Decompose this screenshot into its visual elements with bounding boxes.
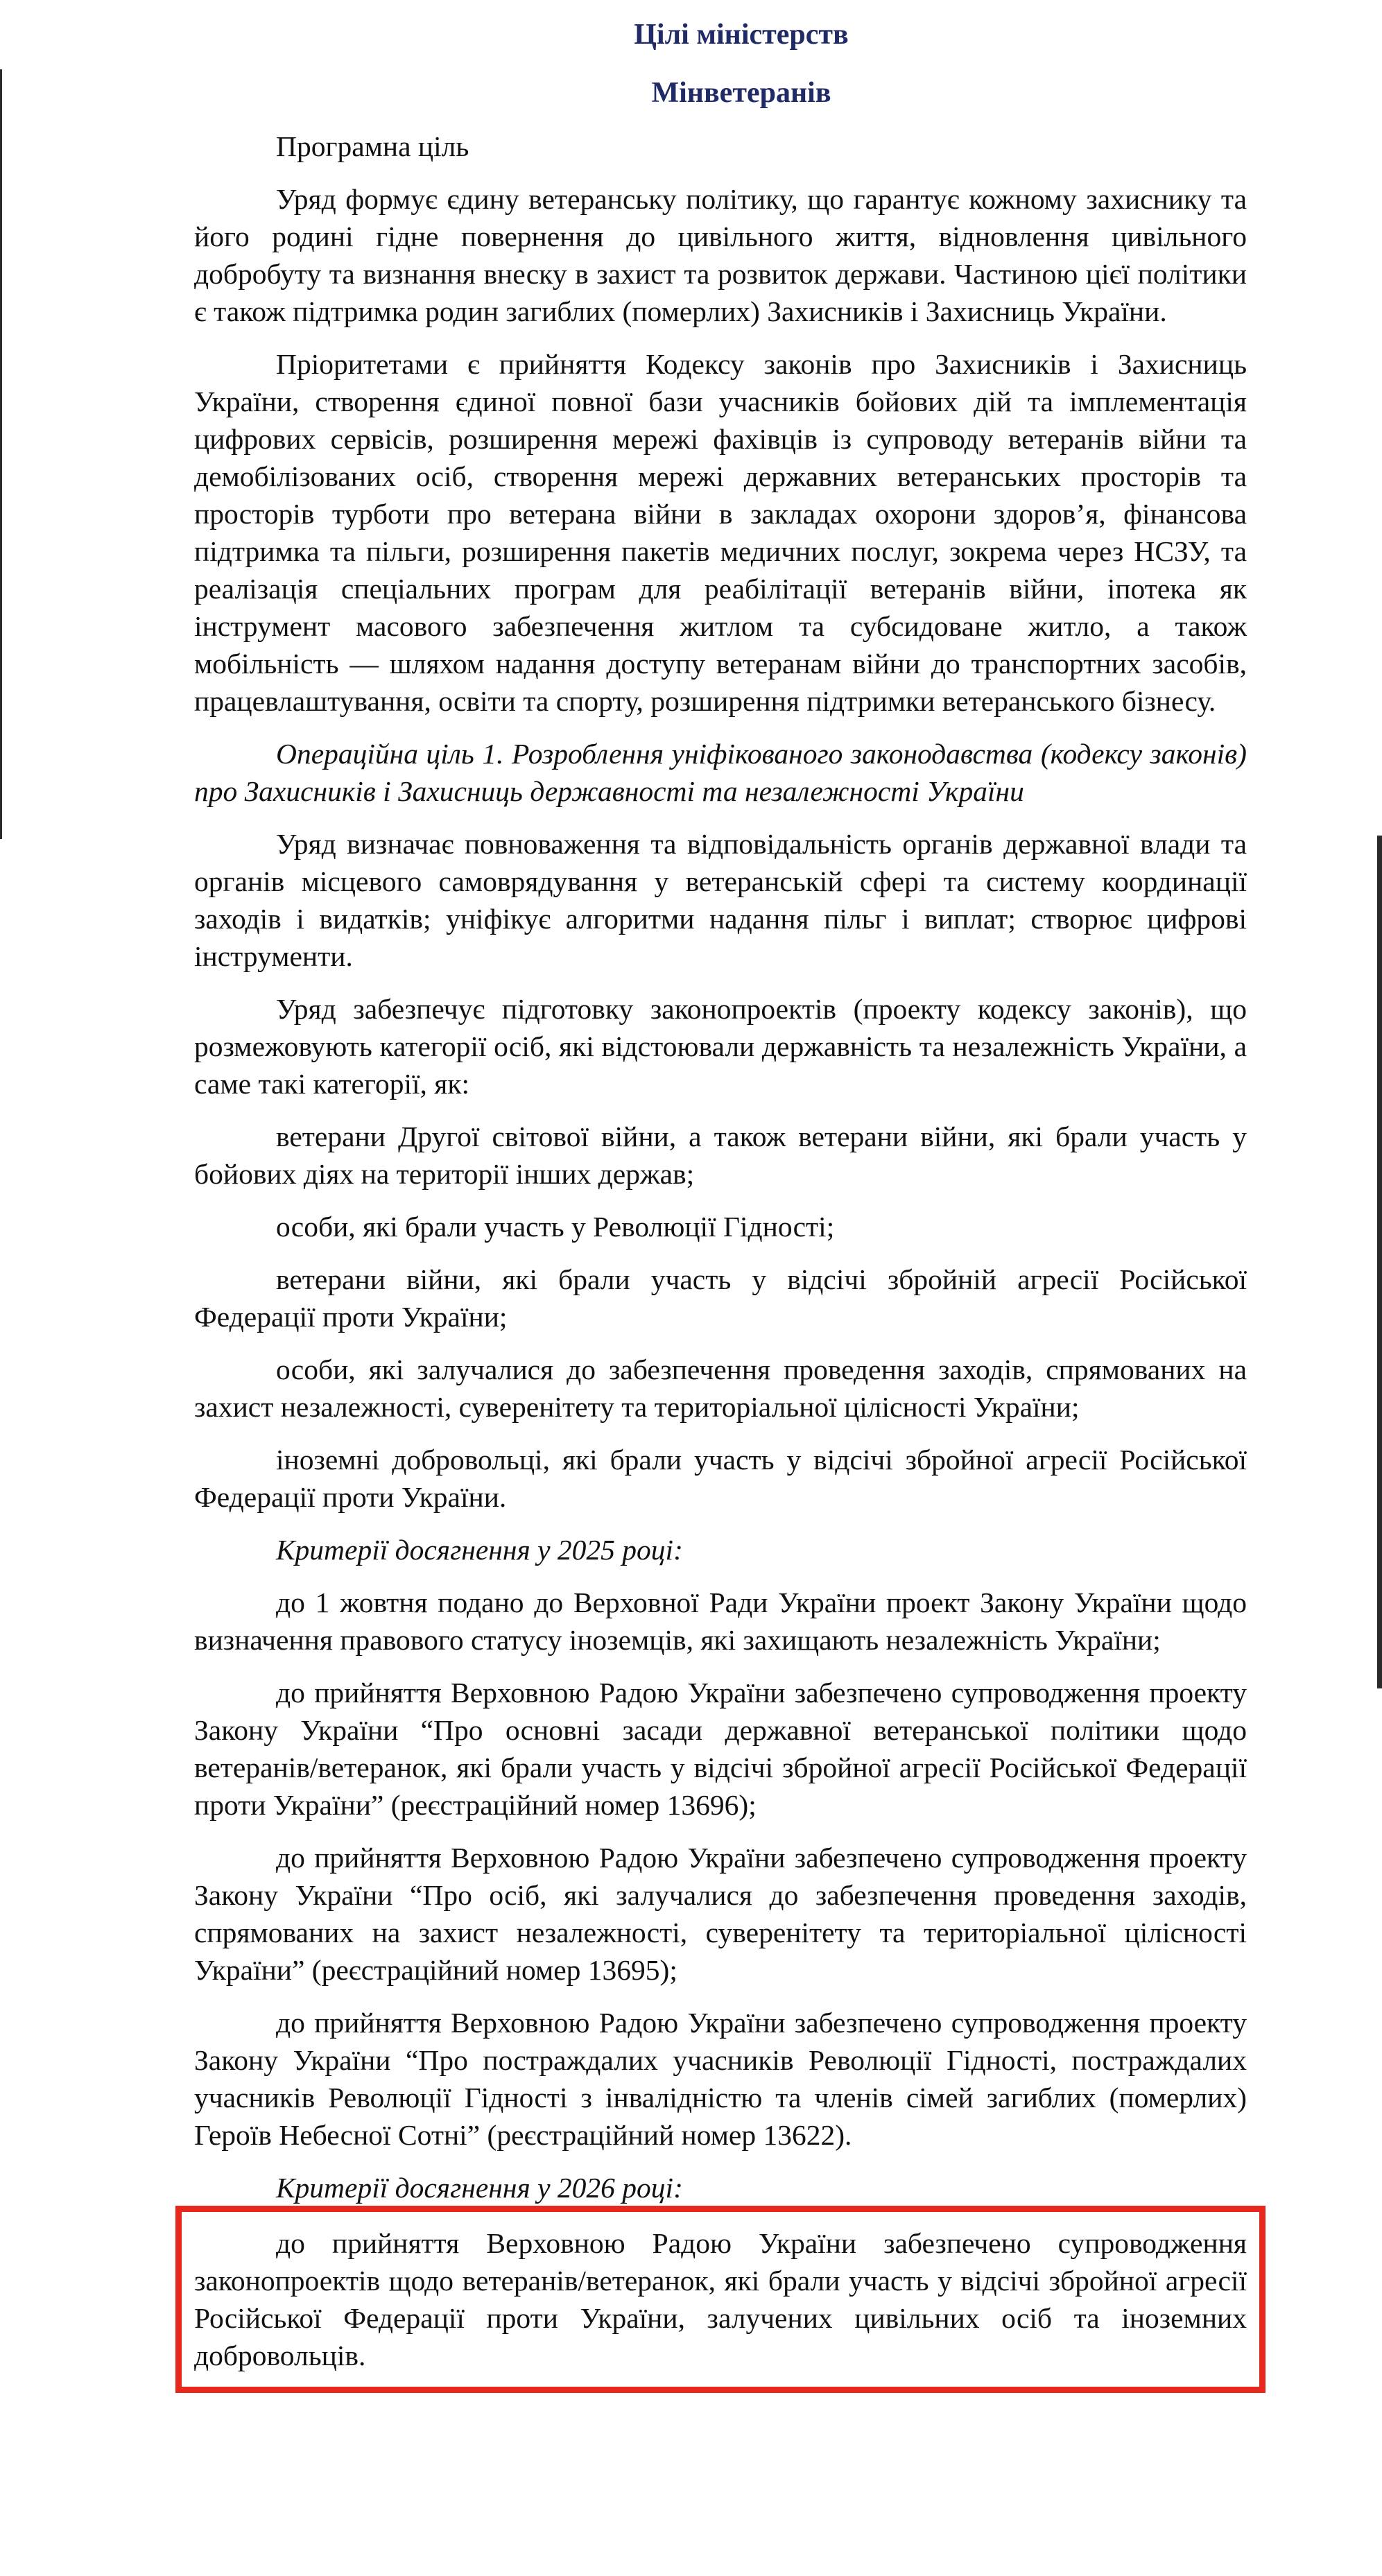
category-item: ветерани війни, які брали участь у відсічі збройній агресії Російської Федерації проти України; (194, 1263, 1247, 1333)
category-item: особи, які брали участь у Революції Гідності; (276, 1211, 835, 1243)
document-title: Цілі міністерств (634, 19, 849, 51)
program-paragraph: Уряд формує єдину ветеранську політику, що гарантує кожному захиснику та його родині гідне повернення до цивільного життя, відновлення цивільного добробуту та визнання внеску в захист та розвиток держави. Частиною цієї політики є також підтримка родин загиблих (померлих) Захисників і Захисниць України. (194, 183, 1247, 327)
criteria-item: до прийняття Верховною Радою України забезпечено супроводження проекту Закону України “Про основні засади державної ветеранської політики щодо ветеранів/ветеранок, які брали участь у відсічі збройної агресії Російської Федерації проти України” (реєстраційний номер 13696); (194, 1677, 1247, 1821)
document-content (194, 15, 1247, 2374)
criteria-2026-heading: Критерії досягнення у 2026 році: (276, 2172, 683, 2204)
criteria-item: до прийняття Верховною Радою України забезпечено супроводження проекту Закону України “Про постраждалих учасників Революції Гідності, постраждалих учасників Революції Гідності з інвалідністю та членів сімей загиблих (померлих) Героїв Небесної Сотні” (реєстраційний номер 13622). (194, 2007, 1247, 2151)
program-paragraph: Пріоритетами є прийняття Кодексу законів про Захисників і Захисниць України, створення єдиної повної бази учасників бойових дій та імплементація цифрових сервісів, розширення мережі фахівців із супроводу ветеранів війни та демобілізованих осіб, створення мережі державних ветеранських просторів та просторів турботи про ветерана війни в закладах охорони здоров’я, фінансова підтримка та пільги, розширення пакетів медичних послуг, зокрема через НСЗУ, та реалізація спеціальних програм для реабілітації ветеранів війни, іпотека як інструмент масового забезпечення житлом та субсидоване житло, а також мобільність — шляхом надання доступу ветеранам війни до транспортних засобів, працевлаштування, освіти та спорту, розширення підтримки ветеранського бізнесу. (194, 348, 1247, 717)
operational-paragraph: Уряд забезпечує підготовку законопроектів (проекту кодексу законів), що розмежовують категорії осіб, які відстоювали державність та незалежність України, а саме такі категорії, як: (194, 993, 1247, 1100)
operational-goal-heading: Операційна ціль 1. Розроблення уніфікованого законодавства (кодексу законів) про Захисників і Захисниць державності та незалежності України (194, 738, 1247, 807)
category-item: іноземні добровольці, які брали участь у відсічі збройної агресії Російської Федерації проти України. (194, 1444, 1247, 1513)
category-item: особи, які залучалися до забезпечення проведення заходів, спрямованих на захист незалежності, суверенітету та територіальної цілісності України; (194, 1354, 1247, 1423)
criteria-2025-heading: Критерії досягнення у 2025 році: (276, 1534, 683, 1566)
left-edge-line (0, 69, 2, 839)
category-item: ветерани Другої світової війни, а також ветерани війни, які брали участь у бойових діях на території інших держав; (194, 1121, 1247, 1190)
program-goal-heading: Програмна ціль (276, 130, 469, 162)
criteria-item: до 1 жовтня подано до Верховної Ради України проект Закону України щодо визначення правового статусу іноземців, які захищають незалежність України; (194, 1587, 1247, 1656)
ministry-heading: Мінветеранів (651, 77, 831, 109)
criteria-item: до прийняття Верховною Радою України забезпечено супроводження проекту Закону України “Про осіб, які залучалися до забезпечення проведення заходів, спрямованих на захист незалежності, суверенітету та територіальної цілісності України” (реєстраційний номер 13695); (194, 1842, 1247, 1986)
highlighted-criteria-item: до прийняття Верховною Радою України забезпечено супроводження законопроектів щодо ветеранів/ветеранок, які брали участь у відсічі збройної агресії Російської Федерації проти України, залучених цивільних осіб та іноземних добровольців. (194, 2224, 1247, 2374)
scrollbar[interactable] (1377, 836, 1382, 1688)
operational-paragraph: Уряд визначає повноваження та відповідальність органів державної влади та органів місцевого самоврядування у ветеранській сфері та систему координації заходів і видатків; уніфікує алгоритми надання пільг і виплат; створює цифрові інструменти. (194, 828, 1247, 972)
